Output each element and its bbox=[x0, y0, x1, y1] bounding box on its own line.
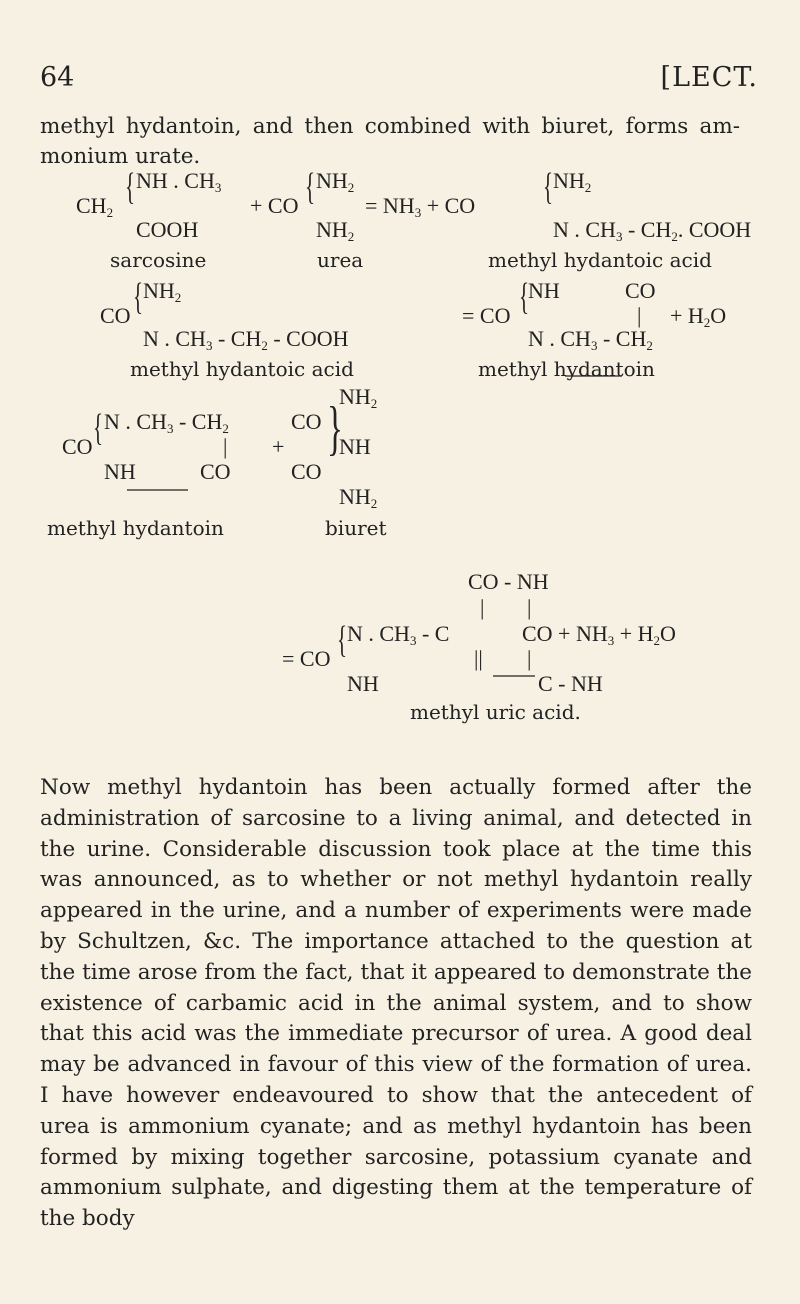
label-methyl-hydantoin-2: methyl hydantoin bbox=[47, 516, 224, 540]
eq1-nh2-bot: $NH_2$ bbox=[316, 217, 355, 244]
eq4-right: CO + $NH_3 + H_2O$ bbox=[522, 621, 676, 648]
eq1-plus-co: + CO bbox=[250, 193, 299, 218]
label-methyl-hydantoin-1: methyl hydantoin bbox=[478, 357, 655, 381]
eq2-r-plus-h2o: + $H_2O$ bbox=[670, 303, 727, 330]
eq2-r-pipe: | bbox=[637, 303, 642, 328]
eq2-nh2: $NH_2$ bbox=[143, 278, 182, 305]
eq4-brace: { bbox=[337, 619, 348, 661]
eq3-co-bot: CO bbox=[200, 459, 231, 484]
running-head: [LECT. bbox=[660, 62, 758, 93]
eq1-r-nh2: $NH_2$ bbox=[553, 168, 592, 195]
eq4-chain: N . $CH_3$ - C bbox=[347, 621, 450, 648]
eq2-r-co: CO bbox=[625, 278, 656, 303]
eq3-plus: + bbox=[272, 434, 285, 459]
eq1-nh2-top: $NH_2$ bbox=[316, 168, 355, 195]
body-paragraph bbox=[40, 773, 752, 1235]
eq3-b-nh2-bot: $NH_2$ bbox=[339, 484, 378, 511]
eq4-nh: NH bbox=[347, 671, 379, 696]
eq3-pipe: | bbox=[223, 434, 228, 459]
eq3-brace-2: } bbox=[327, 395, 343, 461]
label-methyl-hydantoic-acid-2: methyl hydantoic acid bbox=[130, 357, 354, 381]
eq2-brace-2: { bbox=[519, 276, 530, 318]
eq1-eq-nh3-co: = $NH_3$ + CO bbox=[365, 193, 476, 220]
eq1-r-chain: N . $CH_3 - CH_2$. COOH bbox=[553, 217, 752, 244]
eq1-brace-1: { bbox=[125, 166, 136, 208]
intro-paragraph: methyl hydantoin, and then combined with biuret, forms am-monium urate. bbox=[40, 114, 740, 169]
eq2-eq-co: = CO bbox=[462, 303, 511, 328]
eq3-co-top: CO bbox=[291, 409, 322, 434]
eq4-co-nh: CO - NH bbox=[468, 569, 549, 594]
label-sarcosine: sarcosine bbox=[110, 248, 207, 272]
eq3-co: CO bbox=[62, 434, 93, 459]
label-methyl-uric-acid: methyl uric acid. bbox=[410, 700, 581, 724]
eq2-chain: N . $CH_3 - CH_2$ - COOH bbox=[143, 326, 349, 353]
eq1-brace-3: { bbox=[543, 166, 554, 208]
eq4-double-bond: || bbox=[474, 646, 483, 671]
eq3-b-nh: NH bbox=[339, 434, 371, 459]
eq4-eq-co: = CO bbox=[282, 646, 331, 671]
eq4-pipe3: | bbox=[527, 646, 532, 671]
page-number: 64 bbox=[40, 62, 75, 93]
label-methyl-hydantoic-acid-1: methyl hydantoic acid bbox=[488, 248, 712, 272]
eq3-b-nh2-top: $NH_2$ bbox=[339, 384, 378, 411]
eq4-c-nh: C - NH bbox=[538, 671, 603, 696]
eq3-brace-1: { bbox=[93, 407, 104, 449]
eq2-r-chain: N . $CH_3 - CH_2$ bbox=[528, 326, 653, 353]
label-urea: urea bbox=[317, 248, 364, 272]
eq3-nh: NH bbox=[104, 459, 136, 484]
label-biuret: biuret bbox=[325, 516, 387, 540]
eq2-r-nh: NH bbox=[528, 278, 560, 303]
eq2-brace-1: { bbox=[133, 276, 144, 318]
eq3-chain: N . $CH_3 - CH_2$ bbox=[104, 409, 229, 436]
eq2-co: CO bbox=[100, 303, 131, 328]
body-paragraph-text: Now methyl hydantoin has been actually formed after the administration of sarcosine to a living animal, and detected in the urine. Considerable discussion took place at the time this was announced, as to whether or not methyl hydantoin really appeared in the urine, and a number of experiments were made by Schultzen, &c. The importance attached to the question at the time arose from the fact, that it appeared to demonstrate the existence of carbamic acid in the animal system, and to show that this acid was the immediate precursor of urea. A good deal may be advanced in favour of this view of the formation of urea. I have however endeavoured to show that the antecedent of urea is ammonium cyanate; and as methyl hydantoin has been formed by mixing together sarcosine, potassium cyanate and ammonium sulphate, and digesting them at the temperature of the body bbox=[40, 775, 752, 1232]
eq1-ch2: $CH_2$ bbox=[76, 193, 114, 220]
eq4-pipe2: | bbox=[527, 595, 532, 620]
eq4-pipe1: | bbox=[480, 595, 485, 620]
eq1-nh-ch3: NH . $CH_3$ bbox=[136, 168, 222, 195]
eq1-brace-2: { bbox=[305, 166, 316, 208]
eq3-co-bot2: CO bbox=[291, 459, 322, 484]
eq1-cooh: COOH bbox=[136, 217, 199, 242]
